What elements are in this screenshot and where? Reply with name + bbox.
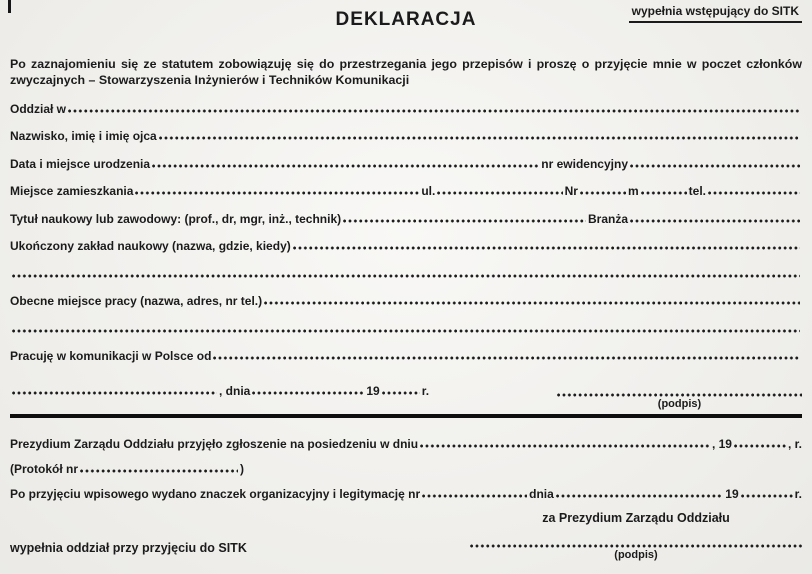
row-miejsce-pracy-cd: [10, 308, 802, 336]
dotted-fill-line: [556, 494, 724, 498]
dotted-fill-line: [159, 136, 800, 140]
dotted-fill-line: [80, 469, 238, 473]
field-label: , r.: [787, 437, 802, 451]
field-label: Prezydium Zarządu Oddziału przyjęło zgłoszenie na posiedzeniu w dniu: [10, 437, 419, 451]
dotted-fill-line: [437, 191, 562, 195]
field-label: dnia: [529, 487, 554, 501]
field-label: Miejsce zamieszkania: [10, 184, 134, 198]
field-label: r.: [794, 487, 802, 501]
dotted-fill-line: [152, 164, 539, 168]
row-data-podpis: [10, 363, 802, 411]
dotted-fill-line: [708, 191, 800, 195]
dotted-fill-line: [12, 274, 800, 278]
field-label: Tytuł naukowy lub zawodowy: (prof., dr, mgr, inż., technik): [10, 211, 342, 226]
field-label: 19: [366, 384, 380, 398]
signature-block: [557, 393, 802, 411]
field-label: Nazwisko, imię i imię ojca: [10, 129, 157, 143]
podpis-caption: (podpis): [614, 549, 658, 561]
dotted-fill-line: [630, 164, 800, 168]
podpis-caption: (podpis): [657, 398, 702, 410]
dotted-fill-line: [213, 356, 800, 360]
form-fields-section: [10, 88, 802, 411]
row-tytul: [10, 198, 802, 226]
field-label: Obecne miejsce pracy (nazwa, adres, nr tel.): [10, 294, 263, 308]
field-label: ul.: [421, 184, 436, 198]
signature-line: [557, 393, 802, 397]
field-label: , dnia: [219, 384, 251, 398]
dotted-fill-line: [580, 191, 626, 195]
row-zaklad-cd: [10, 253, 802, 281]
oddzial-signature-block: [470, 511, 802, 562]
dotted-fill-line: [420, 444, 710, 448]
office-use-section: [10, 426, 802, 501]
row-wpisowe: [10, 476, 802, 501]
field-label: ): [240, 462, 244, 476]
dotted-fill-line: [630, 219, 800, 223]
intro-line-1: Po zaznajomieniu się ze statutem zobowiązuję się do przestrzegania jego przepisów i proszę o przyjęcie mnie w poczet członków: [10, 57, 802, 71]
footer-section: [10, 511, 802, 562]
row-miejsce-pracy: [10, 281, 802, 309]
field-label: r.: [421, 384, 430, 398]
field-label: Oddział w: [10, 101, 67, 116]
row-oddzial: [10, 88, 802, 116]
intro-paragraph: [10, 56, 802, 88]
dotted-fill-line: [264, 301, 800, 305]
dotted-fill-line: [135, 191, 419, 195]
field-label: 19: [725, 487, 739, 501]
field-label: Branża: [587, 211, 628, 226]
field-label: m: [627, 184, 639, 198]
field-label: (Protokół nr: [10, 462, 78, 476]
dotted-fill-line: [343, 219, 586, 223]
dotted-fill-line: [68, 109, 800, 113]
row-protokol: [10, 451, 802, 476]
dotted-fill-line: [12, 329, 800, 333]
field-label: Ukończony zakład naukowy (nazwa, gdzie, kiedy): [10, 239, 291, 253]
field-label: Pracuję w komunikacji w Polsce od: [10, 349, 212, 363]
row-praca-od: [10, 336, 802, 364]
dotted-fill-line: [12, 391, 217, 395]
field-label: Data i miejsce urodzenia: [10, 156, 151, 171]
field-label: tel.: [688, 184, 706, 198]
dotted-fill-line: [382, 391, 420, 395]
field-label: nr ewidencyjny: [541, 156, 628, 171]
row-prezydium: [10, 426, 802, 451]
intro-line-2: zwyczajnych – Stowarzyszenia Inżynierów i Techników Komunikacji: [10, 73, 410, 87]
signature-line: [470, 544, 802, 548]
section-divider: [10, 414, 802, 418]
field-label: , 19: [711, 437, 732, 451]
page-title: DEKLARACJA: [335, 9, 477, 30]
corner-note: wypełnia wstępujący do SITK: [629, 4, 802, 23]
row-nazwisko: [10, 116, 802, 144]
footer-note: wypełnia oddział przy przyjęciu do SITK: [10, 541, 247, 555]
row-data-urodzenia: [10, 143, 802, 171]
form-header: [10, 0, 802, 49]
dotted-fill-line: [252, 391, 364, 395]
field-label: Po przyjęciu wpisowego wydano znaczek organizacyjny i legitymację nr: [10, 487, 421, 501]
dotted-fill-line: [741, 494, 793, 498]
dotted-fill-line: [734, 444, 786, 448]
row-miejsce-zamieszkania: [10, 171, 802, 199]
dotted-fill-line: [293, 246, 800, 250]
dotted-fill-line: [422, 494, 527, 498]
za-prezydium-label: za Prezydium Zarządu Oddziału: [542, 511, 730, 525]
dotted-fill-line: [641, 191, 687, 195]
field-label: Nr: [564, 184, 578, 198]
row-zaklad: [10, 226, 802, 254]
